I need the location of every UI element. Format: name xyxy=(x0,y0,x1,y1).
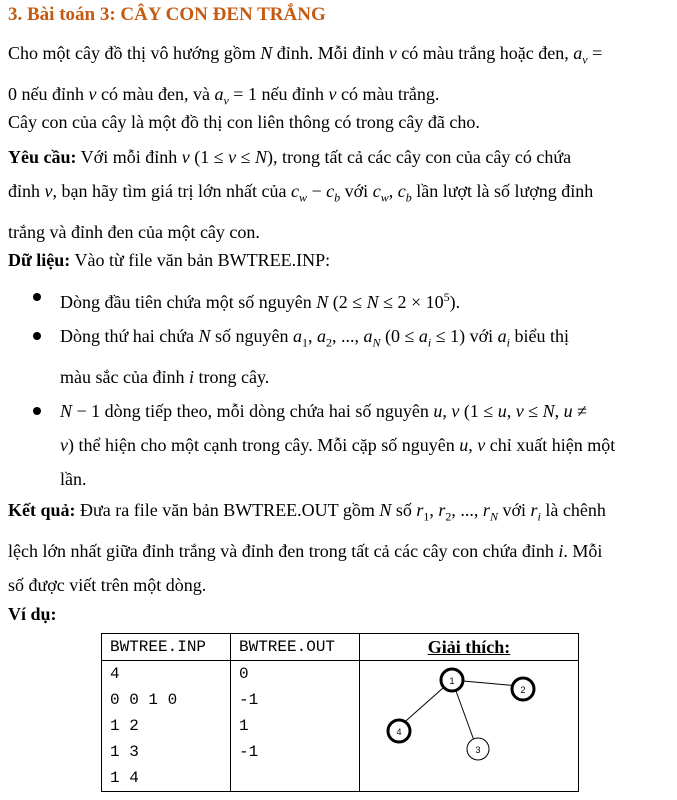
input-line: 4 xyxy=(110,665,120,683)
example-table xyxy=(101,633,579,792)
list-item: N − 1 dòng tiếp theo, mỗi dòng chứa hai số nguyên u, v (1 ≤ u, v ≤ N, u ≠ v) thể hiện cho một cạnh trong cây. Mỗi cặp số nguyên u, v chỉ xuất hiện một lần. xyxy=(8,394,672,496)
subtree-definition: Cây con của cây là một đồ thị con liên thông có trong cây đã cho. xyxy=(8,112,480,132)
input-line: 1 4 xyxy=(110,769,139,787)
output-file-header: BWTREE.OUT xyxy=(231,634,360,661)
output-paragraph: Kết quả: Đưa ra file văn bản BWTREE.OUT gồm N số $r_1$, $r_2$, ..., $r_N$ với $r_i$ là chênh lệch lớn nhất giữa đỉnh trắng và đỉnh đen trong tất cả các cây con chứa đỉnh i. Mỗi số được viết trên một dòng. xyxy=(8,500,606,595)
svg-text:2: 2 xyxy=(520,685,526,695)
input-cell xyxy=(102,661,231,792)
tree-diagram-cell xyxy=(360,661,579,792)
output-line: 1 xyxy=(239,717,249,735)
svg-text:1: 1 xyxy=(449,676,455,686)
node-4 xyxy=(388,720,410,742)
svg-text:4: 4 xyxy=(396,727,402,737)
input-heading: Dữ liệu: Vào từ file văn bản BWTREE.INP: xyxy=(8,250,331,270)
output-line: -1 xyxy=(239,691,259,709)
node-3 xyxy=(467,738,489,760)
output-line xyxy=(231,765,359,791)
input-file-header: BWTREE.INP xyxy=(102,634,231,661)
node-2 xyxy=(512,678,534,700)
problem-title: 3. Bài toán 3: CÂY CON ĐEN TRẮNG xyxy=(8,4,326,25)
input-line: 0 0 1 0 xyxy=(110,691,178,709)
explanation-header: Giải thích: xyxy=(360,634,579,661)
requirement-paragraph: Yêu cầu: Với mỗi đỉnh v (1 ≤ v ≤ N), trong tất cả các cây con của cây có chứa đỉnh v, bạn hãy tìm giá trị lớn nhất của $c_w - c_b$ với $c_w$, $c_b$ lần lượt là số lượng đỉnh trắng và đỉnh đen của một cây con. xyxy=(8,147,594,242)
output-cell xyxy=(231,661,360,792)
output-line: -1 xyxy=(239,743,259,761)
output-line: 0 xyxy=(239,665,249,683)
input-line: 1 3 xyxy=(110,743,139,761)
bullet-icon xyxy=(33,293,41,301)
list-item: Dòng thứ hai chứa N số nguyên $a_1$, $a_2$, ..., $a_N$ $(0 \le a_i \le 1)$ với $a_i$ biểu thị màu sắc của đỉnh i trong cây. xyxy=(8,319,672,394)
tree-diagram xyxy=(360,661,578,791)
input-bullet-list xyxy=(8,280,672,496)
intro-paragraph: Cho một cây đồ thị vô hướng gồm N đỉnh. Mỗi đỉnh v có màu trắng hoặc đen, $a_v$ = 0 nếu đỉnh v có màu đen, và $a_v = 1$ nếu đỉnh v có màu trắng. xyxy=(8,43,603,108)
bullet-icon xyxy=(33,407,41,415)
example-label: Ví dụ: xyxy=(8,604,57,624)
svg-text:3: 3 xyxy=(475,745,481,755)
input-line: 1 2 xyxy=(110,717,139,735)
bullet-icon xyxy=(33,332,41,340)
list-item: Dòng đầu tiên chứa một số nguyên N $(2 \le N \le 2 \times 10^5)$. xyxy=(8,280,672,319)
node-1 xyxy=(441,669,463,691)
